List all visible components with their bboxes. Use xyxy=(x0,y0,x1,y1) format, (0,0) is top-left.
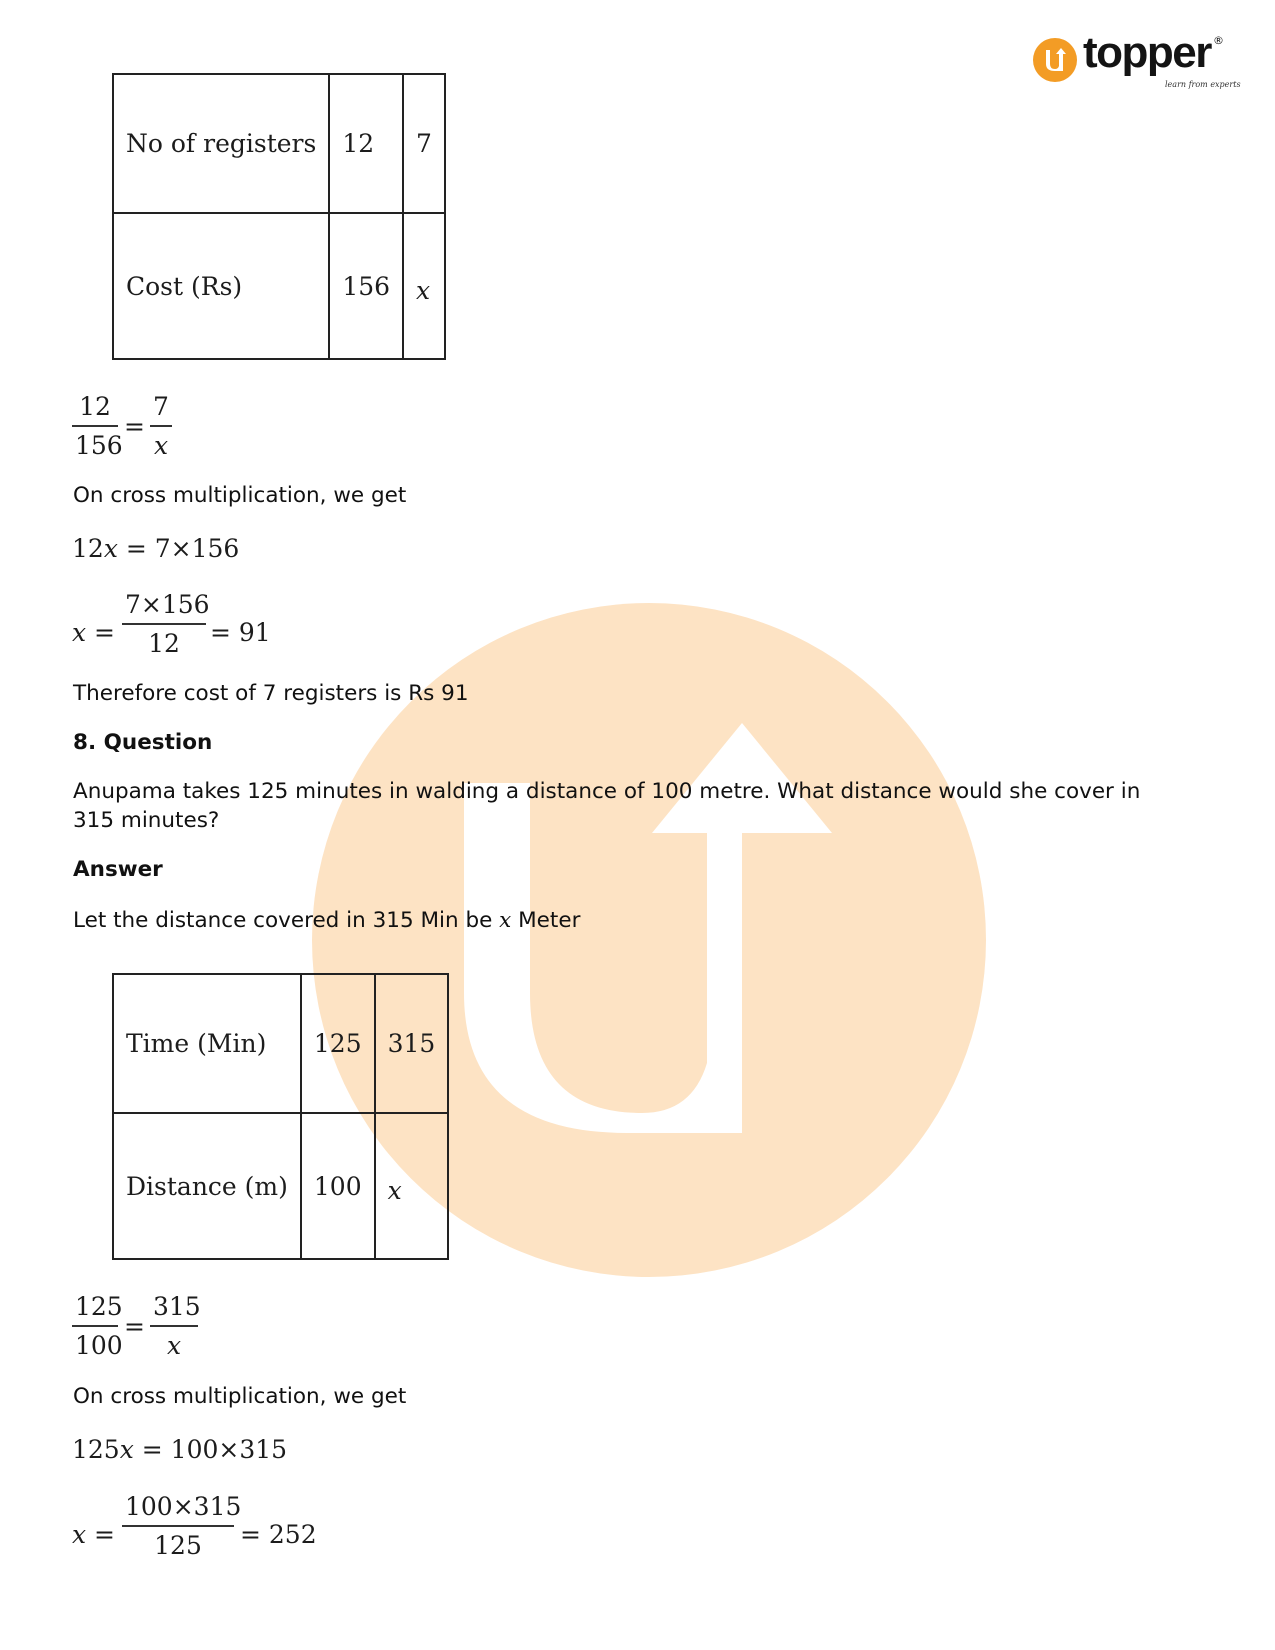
result: = 252 xyxy=(240,1520,317,1549)
topper-logo[interactable] xyxy=(1033,28,1241,94)
fraction-numerator: 7 xyxy=(153,392,169,421)
logo-wordmark: topper xyxy=(1083,28,1211,77)
fraction-denominator: x xyxy=(166,1331,182,1360)
table-cell: 100 xyxy=(301,1113,375,1259)
fraction-numerator: 125 xyxy=(75,1292,123,1321)
variable-x: x xyxy=(119,1435,134,1464)
equation-2 xyxy=(72,534,239,563)
fraction-numerator: 12 xyxy=(79,392,111,421)
table-cell-label: Cost (Rs) xyxy=(113,213,329,359)
fraction-denominator: 125 xyxy=(154,1531,202,1560)
time-distance-table xyxy=(112,973,449,1260)
table-row xyxy=(113,1113,448,1259)
fraction-numerator: 7×156 xyxy=(125,590,210,619)
question-text-line1: Anupama takes 125 minutes in walding a distance of 100 metre. What distance would she cover in xyxy=(73,779,1141,804)
answer-intro-text xyxy=(73,906,580,935)
variable-x: x xyxy=(72,1520,87,1549)
equals-sign: = xyxy=(94,618,115,647)
coefficient: 12 xyxy=(72,534,104,563)
registers-cost-table xyxy=(112,73,446,360)
intro-before: Let the distance covered in 315 Min be xyxy=(73,908,500,933)
equals-sign: = xyxy=(124,1312,145,1341)
equation-rest: = 100×315 xyxy=(133,1435,288,1464)
table-cell-label: Distance (m) xyxy=(113,1113,301,1259)
equals-sign: = xyxy=(94,1520,115,1549)
result: = 91 xyxy=(210,618,271,647)
conclusion-text: Therefore cost of 7 registers is Rs 91 xyxy=(73,681,469,706)
question-text-line2: 315 minutes? xyxy=(73,808,220,833)
fraction-numerator: 315 xyxy=(153,1292,201,1321)
logo-tagline: learn from experts xyxy=(1165,80,1241,89)
table-cell-label: Time (Min) xyxy=(113,974,301,1113)
fraction-numerator: 100×315 xyxy=(125,1492,242,1521)
table-cell: 12 xyxy=(329,74,403,213)
table-row xyxy=(113,74,445,213)
equation-5 xyxy=(72,1435,287,1464)
table-row xyxy=(113,213,445,359)
coefficient: 125 xyxy=(72,1435,120,1464)
table-cell: 7 xyxy=(403,74,445,213)
table-cell-variable: x xyxy=(375,1113,449,1259)
question-heading: 8. Question xyxy=(73,730,213,755)
table-cell: 125 xyxy=(301,974,375,1113)
fraction-denominator: x xyxy=(153,431,169,460)
variable-x: x xyxy=(72,618,87,647)
variable-x: x xyxy=(499,908,512,933)
logo-u-icon xyxy=(1033,38,1077,82)
equation-rest: = 7×156 xyxy=(117,534,240,563)
fraction-denominator: 100 xyxy=(75,1331,123,1360)
fraction-denominator: 12 xyxy=(148,629,180,658)
intro-after: Meter xyxy=(511,908,581,933)
table-cell-variable: x xyxy=(403,213,445,359)
cross-multiplication-text: On cross multiplication, we get xyxy=(73,483,407,508)
table-cell-label: No of registers xyxy=(113,74,329,213)
variable-x: x xyxy=(103,534,118,563)
fraction-denominator: 156 xyxy=(75,431,123,460)
cross-multiplication-text-2: On cross multiplication, we get xyxy=(73,1384,407,1409)
table-row xyxy=(113,974,448,1113)
table-cell: 315 xyxy=(375,974,449,1113)
answer-heading: Answer xyxy=(73,857,163,882)
equals-sign: = xyxy=(124,412,145,441)
registered-mark: ® xyxy=(1213,34,1224,47)
table-cell: 156 xyxy=(329,213,403,359)
